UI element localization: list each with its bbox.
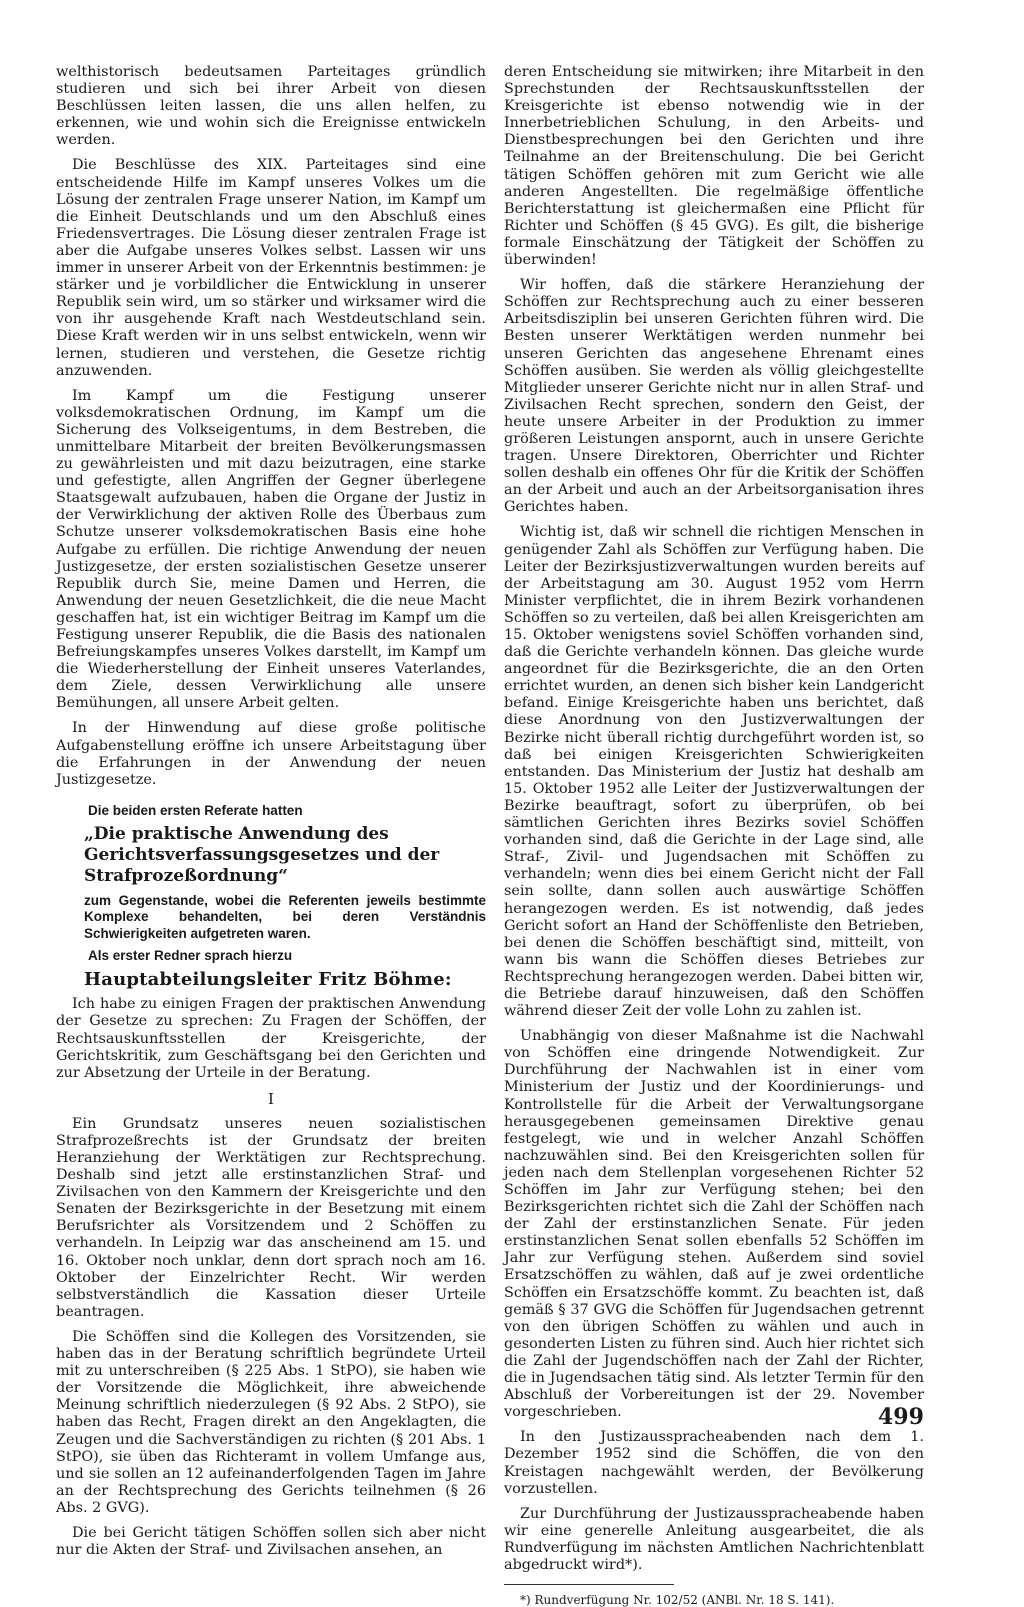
paragraph: Die Beschlüsse des XIX. Parteitages sind eine entscheidende Hilfe im Kampf unseres Volkes um die Lösung der zentralen Frage unserer Nation, im Kampf um die Einheit Deutschlands und um den Abschluß eines Friedensvertrages. Die Lösung dieser zentralen Frage ist aber die Aufgabe unseres Volkes selbst. Lassen wir uns immer in unserer Arbeit von der Erkenntnis bestimmen: je stärker und je vorbildlicher die Entwicklung in unserer Republik sein wird, um so stärker und wirksamer wird die von ihr ausgehende Kraft nach Westdeutschland sein. Diese Kraft werden wir in uns selbst entwickeln, wenn wir lernen, studieren und verstehen, die Gesetze richtig anzuwenden. [56,157,486,379]
speaker-heading: Hauptabteilungsleiter Fritz Böhme: [84,969,452,991]
editorial-intro: Die beiden ersten Referate hatten [88,802,303,818]
footnote: *) Rundverfügung Nr. 102/52 (ANBl. Nr. 18 S. 141). [520,1593,835,1607]
section-numeral: I [268,1089,274,1108]
paragraph: In der Hinwendung auf diese große politische Aufgabenstellung eröffne ich unsere Arbeitstagung über die Erfahrungen in der Anwendung der neuen Justizgesetze. [56,720,486,788]
left-column [56,64,486,1567]
editorial-speaker-intro: Als erster Redner sprach hierzu [88,948,293,964]
paragraph: Ich habe zu einigen Fragen der praktischen Anwendung der Gesetze zu sprechen: Zu Fragen der Schöffen, der Rechtsauskunftsstellen der Kreisgerichte, der Gerichtskritik, zum Geschäftsgang bei den Gerichten und zur Absetzung der Urteile in der Beratung. [56,996,486,1081]
paragraph: Die Schöffen sind die Kollegen des Vorsitzenden, sie haben das in der Beratung schriftlich begründete Urteil mit zu unterschreiben (§ 225 Abs. 1 StPO), sie haben wie der Vorsitzende die Möglichkeit, ihre abweichende Meinung schriftlich niederzulegen (§ 92 Abs. 2 StPO), sie haben das Recht, Fragen direkt an den Angeklagten, die Zeugen und die Sachverständigen zu richten (§ 201 Abs. 1 StPO), sie üben das Richteramt in vollem Umfange aus, und sie sollen an 12 aufeinanderfolgenden Tagen im Jahre an der Rechtsprechung des Gerichts teilnehmen (§ 26 Abs. 2 GVG). [56,1328,486,1516]
paragraph: Zur Durchführung der Justizaussprachеabende haben wir eine generelle Anleitung ausgearbeitet, die als Rundverfügung im nächsten Amtlichen Nachrichtenblatt abgedruckt wird*). [504,1505,924,1573]
paragraph: In den Justizaussprachеabenden nach dem 1. Dezember 1952 sind die Schöffen, die von den Kreistagen nachgewählt werden, der Bevölkerung vorzustellen. [504,1429,924,1497]
footnote-divider [504,1584,674,1585]
paragraph: Unabhängig von dieser Maßnahme ist die Nachwahl von Schöffen eine dringende Notwendigkeit. Zur Durchführung der Nachwahlen ist in einer vom Ministerium der Justiz und der Koordinierungs- und Kontrollstelle für die Arbeit der Verwaltungsorgane herausgegebenen gemeinsamen Direktive genau festgelegt, wie und in welcher Anzahl Schöffen nachzuwählen sind. Bei den Kreisgerichten sollen für jeden nach dem Stellenplan vorgesehenen Richter 52 Schöffen im Jahr zur Verfügung stehen; bei den Bezirksgerichten richtet sich die Zahl der Schöffen nach der Zahl der erstinstanzlichen Senate. Für jeden erstinstanzlichen Senat sollen ebenfalls 52 Schöffen im Jahr zur Verfügung stehen. Außerdem sind soviel Ersatzschöffen zu wählen, daß auf je zwei ordentliche Schöffen ein Ersatzschöffe kommt. Zu beachten ist, daß gemäß § 37 GVG die Schöffen für Jugendsachen getrennt von den übrigen Schöffen zu wählen und auch in gesonderten Listen zu führen sind. Auch hier richtet sich die Zahl der Jugendschöffen nach der Zahl der Richter, die in Jugendsachen tätig sind. Als letzter Termin für den Abschluß der Vorbereitungen ist der 29. November vorgeschrieben. [504,1028,924,1421]
paragraph: Wichtig ist, daß wir schnell die richtigen Menschen in genügender Zahl als Schöffen zur Verfügung haben. Die Leiter der Bezirksjustizverwaltungen wurden bereits auf der Arbeitstagung am 30. August 1952 vom Herrn Minister verpflichtet, die in ihrem Bezirk vorhandenen Schöffen so zu verteilen, daß bei allen Kreisgerichten am 15. Oktober wenigstens soviel Schöffen vorhanden sind, daß die Gerichte verhandeln können. Das gleiche wurde angeordnet für die Bezirksgerichte, die an den Orten errichtet wurden, an denen sich bisher kein Landgericht befand. Einige Kreisgerichte haben uns berichtet, daß diese Anordnung von den Justizverwaltungen der Bezirke nicht überall richtig durchgeführt worden ist, so daß bei einigen Kreisgerichten Schwierigkeiten entstanden. Das Ministerium der Justiz hat deshalb am 15. Oktober 1952 alle Leiter der Justizverwaltungen der Bezirke beauftragt, sofort zu überprüfen, ob bei sämtlichen Gerichten ihres Bezirks soviel Schöffen vorhanden sind, daß die Gerichte in der Lage sind, alle Straf-, Zivil- und Jugendsachen mit Schöffen zu verhandeln; wenn dies bei einem Gericht nicht der Fall sein sollte, dann sollen auch auswärtige Schöffen herangezogen werden. Es ist notwendig, daß jedes Gericht sofort an Hand der Schöffenliste den Betrieben, bei denen die Schöffen beschäftigt sind, mitteilt, von wann bis wann die Schöffen dieses Betriebes zur Rechtsprechung herangezogen werden. Dabei bitten wir, die Betriebe darauf hinzuweisen, daß den Schöffen während dieser Zeit der volle Lohn zu zahlen ist. [504,524,924,1020]
right-column [504,64,924,1607]
page-number: 499 [878,1404,924,1430]
paragraph: Ein Grundsatz unseres neuen sozialistischen Strafprozeßrechts ist der Grundsatz der breiten Heranziehung der Werktätigen zur Rechtsprechung. Deshalb sind jetzt alle erstinstanzlichen Straf- und Zivilsachen von den Kammern der Kreisgerichte und den Senaten der Bezirksgerichte in der Besetzung mit einem Berufsrichter als Vorsitzendem und 2 Schöffen zu verhandeln. In Leipzig war das anscheinend am 15. und 16. Oktober noch unklar, denn dort sprach noch am 16. Oktober der Einzelrichter Recht. Wir werden selbstverständlich die Kassation dieser Urteile beantragen. [56,1115,486,1320]
paragraph: deren Entscheidung sie mitwirken; ihre Mitarbeit in den Sprechstunden der Rechtsauskunftsstellen der Kreisgerichte ist ebenso notwendig wie in der Innerbetrieblichen Schulung, in den Arbeits- und Dienstbesprechungen bei den Gerichten und ihre Teilnahme an der Breitenschulung. Die bei Gericht tätigen Schöffen gehören mit zum Gericht wie alle anderen Angestellten. Die regelmäßige öffentliche Berichterstattung ist gleichermaßen eine Pflicht für Richter und Schöffen (§ 45 GVG). Es gilt, die bisherige formale Einschätzung der Tätigkeit der Schöffen zu überwinden! [504,64,924,269]
paragraph: welthistorisch bedeutsamen Parteitages gründlich studieren und sich bei ihrer Arbeit von diesen Beschlüssen leiten lassen, die uns allen helfen, zu erkennen, wie und wohin sich die Ereignisse entwickeln werden. [56,64,486,149]
paragraph: Die bei Gericht tätigen Schöffen sollen sich aber nicht nur die Akten der Straf- und Zivilsachen ansehen, an [56,1524,486,1559]
editorial-title: „Die praktische Anwendung des Gerichtsverfassungsgesetzes und der Strafprozeßordnung“ [84,823,440,886]
paragraph: Wir hoffen, daß die stärkere Heranziehung der Schöffen zur Rechtsprechung auch zu einer besseren Arbeitsdisziplin bei unseren Gerichten führen wird. Die Besten unserer Werktätigen werden nunmehr bei unseren Gerichten das angesehene Ehrenamt eines Schöffen ausüben. Sie werden als völlig gleichgestellte Mitglieder unserer Gerichte nicht nur in allen Straf- und Zivilsachen Recht sprechen, sondern den Geist, der heute unsere Arbeiter in der Produktion zu immer größeren Leistungen anspornt, auch in unsere Gerichte tragen. Unsere Direktoren, Oberrichter und Richter sollen deshalb ein offenes Ohr für die Kritik der Schöffen an der Arbeit und auch an der Arbeitsorganisation ihres Gerichtes haben. [504,277,924,516]
paragraph: Im Kampf um die Festigung unserer volksdemokratischen Ordnung, im Kampf um die Sicherung des Volkseigentums, in dem Bestreben, die unmittelbare Mitarbeit der breiten Bevölkerungsmassen zu gewährleisten und mit dazu beizutragen, eine starke und gefestigte, allen Angriffen der Gegner überlegene Staatsgewalt aufzubauen, haben die Organe der Justiz in der Verwirklichung der aktiven Rolle des Überbaus zum Schutze unserer volksdemokratischen Basis eine hohe Aufgabe zu erfüllen. Die richtige Anwendung der neuen Justizgesetze, der ersten sozialistischen Gesetze unserer Republik durch Sie, meine Damen und Herren, die Anwendung der neuen Gesetzlichkeit, die die neue Macht geschaffen hat, ist ein wichtiger Beitrag im Kampf um die Festigung unserer Republik, die die Basis des nationalen Befreiungskampfes unseres Volkes darstellt, im Kampf um die Wiederherstellung der Einheit unseres Vaterlandes, dem Ziele, dessen Verwirklichung alle unsere Bemühungen, all unsere Arbeit gelten. [56,387,486,712]
editorial-text: zum Gegenstande, wobei die Referenten jeweils bestimmte Komplexe behandelten, bei deren Verständnis Schwierigkeiten aufgetreten waren. [84,892,486,941]
